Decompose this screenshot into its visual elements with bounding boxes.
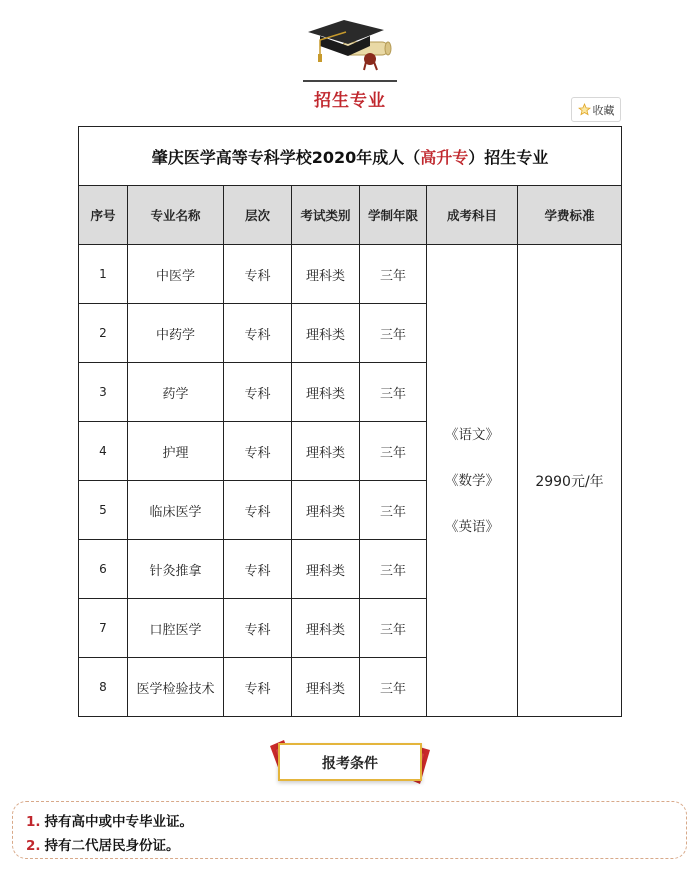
favorite-button[interactable]: [571, 97, 621, 122]
major-name: 中医学: [128, 245, 224, 304]
exam-subjects: [427, 245, 518, 717]
table-header-row: [79, 186, 622, 245]
study-years: 三年: [360, 599, 427, 658]
major-name: 医学检验技术: [128, 658, 224, 717]
majors-table: [78, 126, 622, 717]
level: 专科: [224, 363, 292, 422]
study-years: 三年: [360, 304, 427, 363]
column-header: 考试类别: [292, 186, 360, 245]
row-number: 2: [79, 304, 128, 363]
study-years: 三年: [360, 540, 427, 599]
row-number: 1: [79, 245, 128, 304]
level: 专科: [224, 245, 292, 304]
row-number: 6: [79, 540, 128, 599]
exam-category: 理科类: [292, 481, 360, 540]
table-title-prefix: 肇庆医学高等专科学校2020年成人（: [151, 147, 421, 167]
major-name: 临床医学: [128, 481, 224, 540]
conditions-banner: [270, 738, 430, 788]
star-icon: [578, 103, 591, 116]
subject-item: 《语文》: [445, 426, 499, 443]
conditions-title: 报考条件: [322, 756, 378, 772]
table-row: [79, 245, 622, 304]
condition-number: 2.: [26, 838, 41, 854]
table-title: [79, 127, 622, 186]
level: 专科: [224, 658, 292, 717]
major-name: 药学: [128, 363, 224, 422]
major-name: 针灸推拿: [128, 540, 224, 599]
row-number: 5: [79, 481, 128, 540]
graduation-cap-icon: [304, 14, 396, 74]
subject-item: 《数学》: [445, 472, 499, 489]
level: 专科: [224, 422, 292, 481]
condition-number: 1.: [26, 814, 41, 830]
exam-category: 理科类: [292, 363, 360, 422]
condition-item: [26, 810, 193, 830]
column-header: 学费标准: [518, 186, 622, 245]
exam-category: 理科类: [292, 245, 360, 304]
condition-item: [26, 834, 180, 854]
column-header: 序号: [79, 186, 128, 245]
tuition-fee: 2990元/年: [518, 245, 622, 717]
major-name: 中药学: [128, 304, 224, 363]
row-number: 7: [79, 599, 128, 658]
major-name: 口腔医学: [128, 599, 224, 658]
exam-category: 理科类: [292, 540, 360, 599]
column-header: 层次: [224, 186, 292, 245]
page-title: 招生专业: [314, 91, 386, 111]
header-underline: [303, 80, 397, 82]
level: 专科: [224, 599, 292, 658]
condition-text: 持有二代居民身份证。: [44, 838, 180, 854]
level: 专科: [224, 540, 292, 599]
row-number: 3: [79, 363, 128, 422]
study-years: 三年: [360, 245, 427, 304]
exam-category: 理科类: [292, 304, 360, 363]
level: 专科: [224, 304, 292, 363]
table-title-suffix: ）招生专业: [468, 147, 549, 167]
table-title-row: [79, 127, 622, 186]
row-number: 4: [79, 422, 128, 481]
study-years: 三年: [360, 481, 427, 540]
column-header: 成考科目: [427, 186, 518, 245]
table-title-highlight: 高升专: [420, 147, 469, 167]
column-header: 专业名称: [128, 186, 224, 245]
exam-category: 理科类: [292, 658, 360, 717]
subject-item: 《英语》: [445, 518, 499, 535]
condition-text: 持有高中或中专毕业证。: [44, 814, 194, 830]
major-name: 护理: [128, 422, 224, 481]
column-header: 学制年限: [360, 186, 427, 245]
study-years: 三年: [360, 363, 427, 422]
exam-category: 理科类: [292, 422, 360, 481]
exam-category: 理科类: [292, 599, 360, 658]
level: 专科: [224, 481, 292, 540]
favorite-label: 收藏: [592, 103, 615, 117]
row-number: 8: [79, 658, 128, 717]
study-years: 三年: [360, 658, 427, 717]
study-years: 三年: [360, 422, 427, 481]
